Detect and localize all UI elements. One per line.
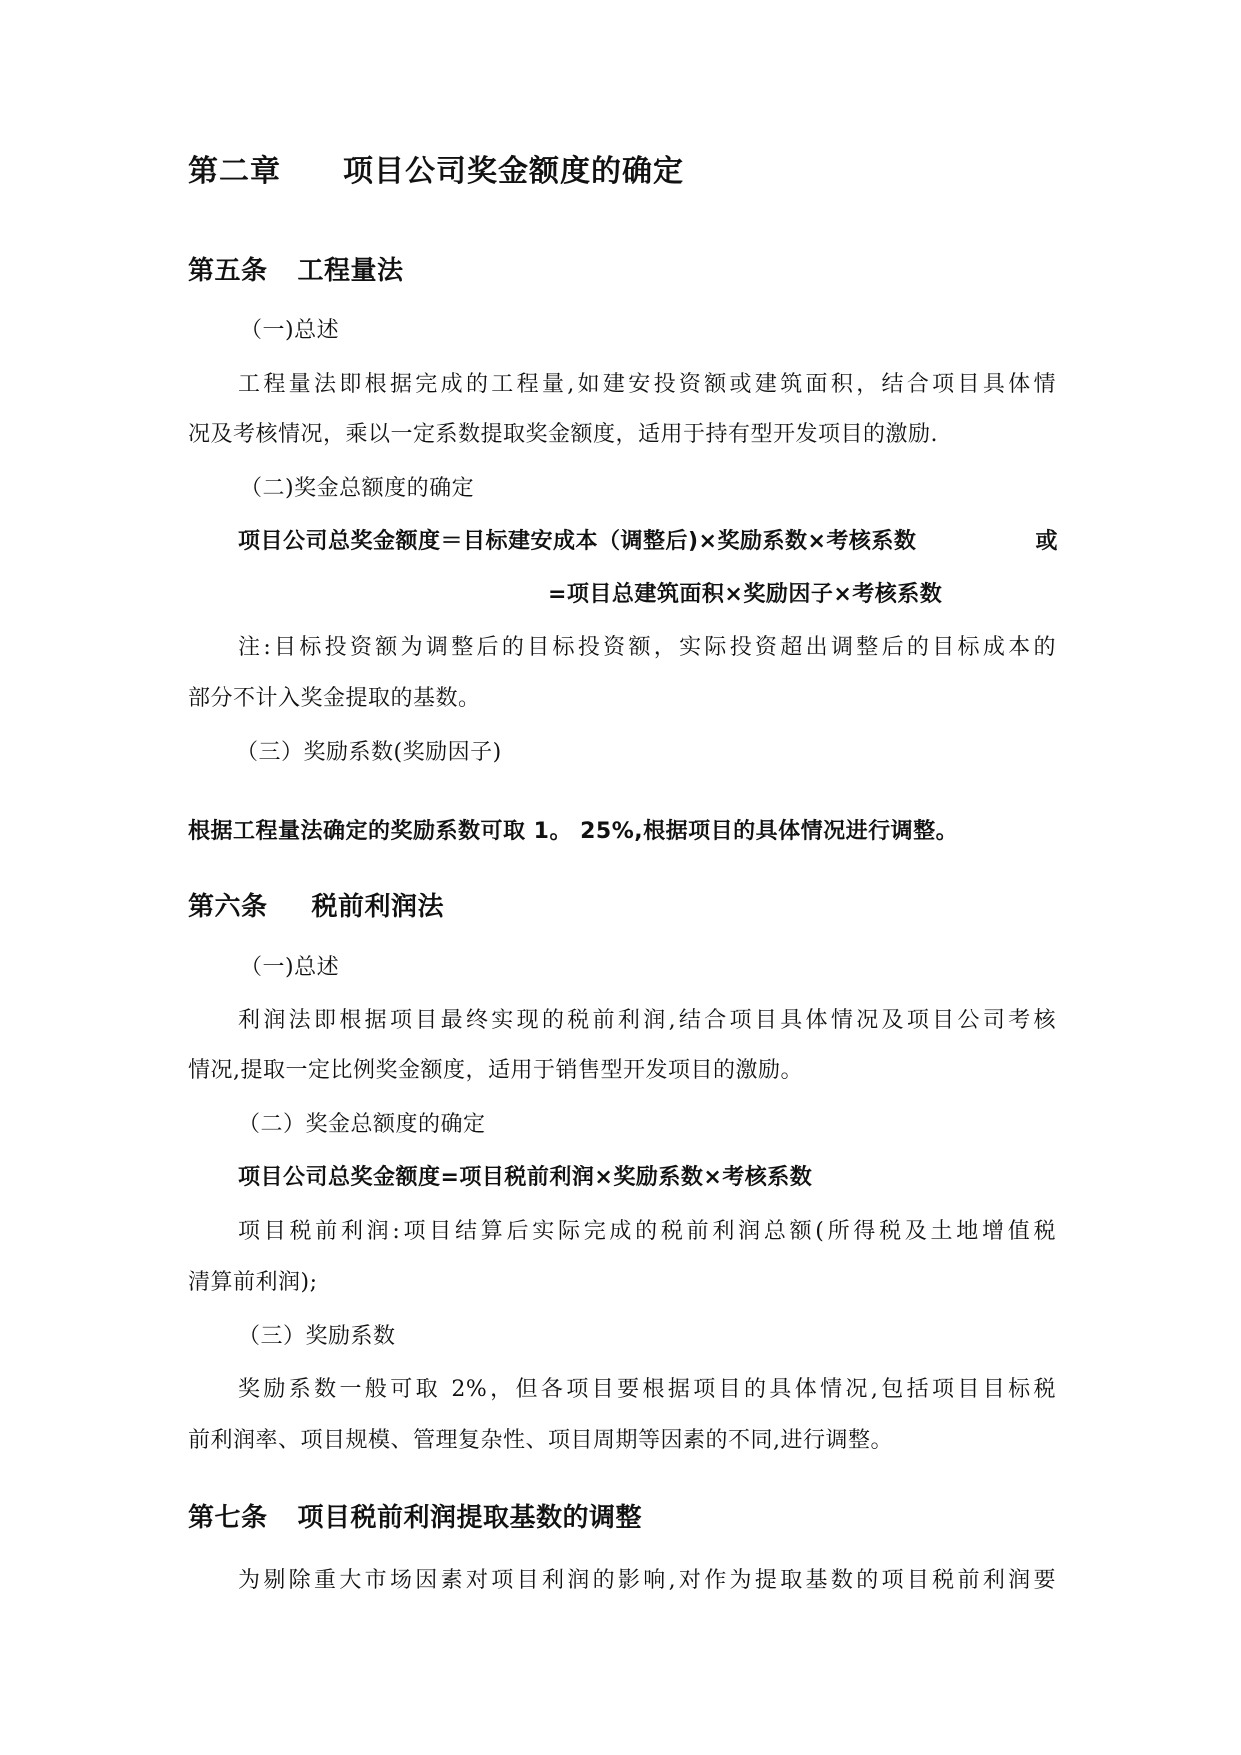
art7-paragraph-line-1: 为剔除重大市场因素对项目利润的影响,对作为提取基数的项目税前利润要	[238, 1568, 1056, 1593]
article-7-number: 第七条	[188, 1503, 268, 1533]
art5-section-3-text: 根据工程量法确定的奖励系数可取 1。 25%,根据项目的具体情况进行调整。	[188, 819, 959, 844]
article-6-number: 第六条	[188, 892, 268, 922]
chapter-heading	[188, 152, 1058, 192]
art5-formula-1-text: 项目公司总奖金额度＝目标建安成本（调整后)×奖励系数×考核系数	[238, 529, 917, 554]
art6-s1-paragraph-line-2: 情况,提取一定比例奖金额度，适用于销售型开发项目的激励。	[188, 1058, 803, 1083]
art5-s1-paragraph-line-2: 况及考核情况，乘以一定系数提取奖金额度，适用于持有型开发项目的激励.	[188, 422, 938, 447]
art6-s1-paragraph-line-1: 利润法即根据项目最终实现的税前利润,结合项目具体情况及项目公司考核	[238, 1008, 1056, 1033]
chapter-number: 第二章	[188, 154, 281, 189]
art6-definition-line-2: 清算前利润);	[188, 1270, 318, 1295]
article-6-title: 税前利润法	[311, 892, 445, 922]
chapter-title: 项目公司奖金额度的确定	[343, 154, 684, 189]
art5-s1-paragraph-line-1: 工程量法即根据完成的工程量,如建安投资额或建筑面积，结合项目具体情	[238, 372, 1056, 397]
art6-definition-line-1: 项目税前利润:项目结算后实际完成的税前利润总额(所得税及土地增值税	[238, 1219, 1056, 1244]
article-5-number: 第五条	[188, 256, 268, 286]
art5-formula-1	[238, 527, 1058, 557]
art5-note-line-2: 部分不计入奖金提取的基数。	[188, 686, 481, 711]
art6-s3-paragraph-line-1: 奖励系数一般可取 2%，但各项目要根据项目的具体情况,包括项目目标税	[238, 1377, 1056, 1402]
article-7-heading	[188, 1500, 1058, 1536]
article-7-title: 项目税前利润提取基数的调整	[297, 1503, 643, 1533]
article-5-heading	[188, 253, 1058, 289]
art5-section-2-heading: （二)奖金总额度的确定	[240, 476, 475, 501]
art5-formula-2: =项目总建筑面积×奖励因子×考核系数	[548, 582, 943, 607]
art6-formula: 项目公司总奖金额度=项目税前利润×奖励系数×考核系数	[238, 1165, 813, 1190]
art5-section-1-heading: （一)总述	[240, 318, 340, 343]
art5-formula-1-or: 或	[1035, 529, 1058, 554]
article-6-heading	[188, 889, 1058, 925]
article-5-title: 工程量法	[297, 256, 404, 286]
art6-section-3-heading: （三）奖励系数	[238, 1324, 396, 1349]
art6-section-2-heading: （二）奖金总额度的确定	[238, 1112, 486, 1137]
art5-note-line-1: 注:目标投资额为调整后的目标投资额，实际投资超出调整后的目标成本的	[238, 635, 1056, 660]
art5-section-3-heading: （三）奖励系数(奖励因子)	[236, 740, 502, 765]
art6-s3-paragraph-line-2: 前利润率、项目规模、管理复杂性、项目周期等因素的不同,进行调整。	[188, 1428, 893, 1453]
art6-section-1-heading: （一)总述	[240, 955, 340, 980]
